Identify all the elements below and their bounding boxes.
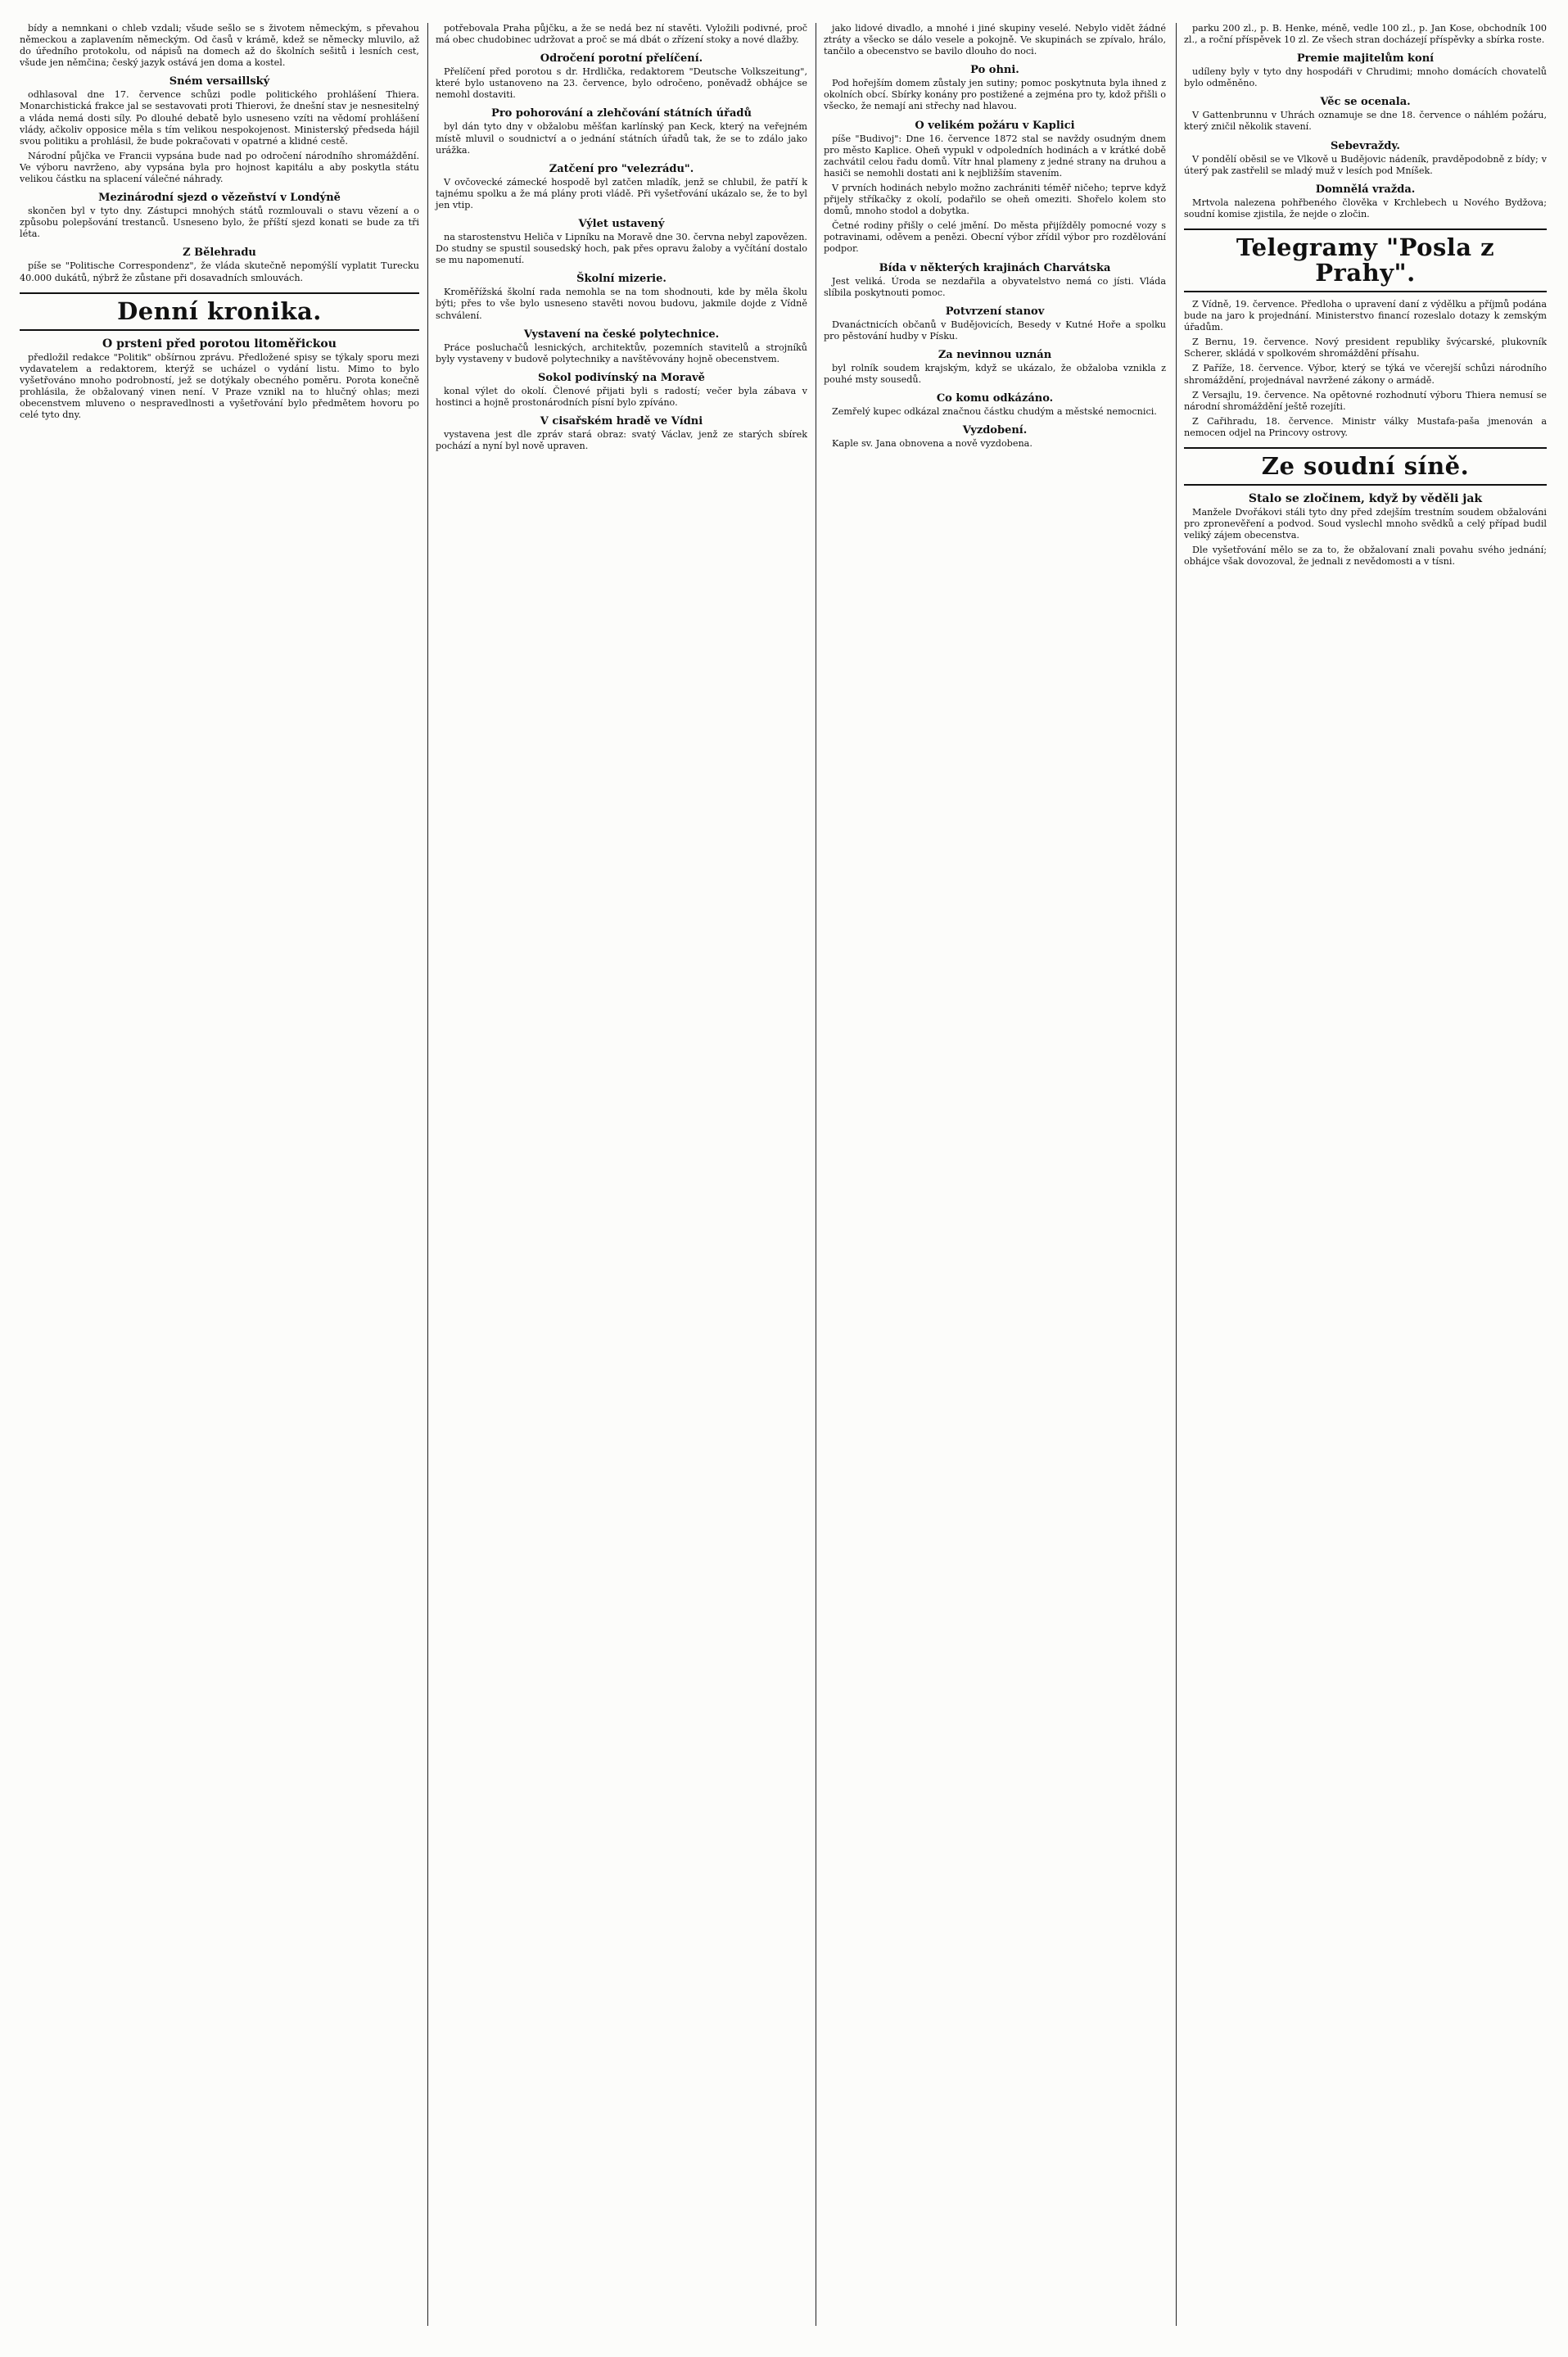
article-heading: Domnělá vražda. <box>1315 183 1416 196</box>
article-paragraph: píše se "Politische Correspondenz", že vláda skutečně nepomýšlí vyplatit Turecku 40.000 dukátů, nýbrž že zůstane při dosavadních smlouvách. <box>20 260 419 283</box>
article-paragraph: Zemřelý kupec odkázal značnou částku chudým a městské nemocnici. <box>832 406 1157 418</box>
article-paragraph: V Gattenbrunnu v Uhrách oznamuje se dne 18. července o náhlém požáru, který zničil několik stavení. <box>1184 110 1547 133</box>
article-heading: O velikém požáru v Kaplici <box>915 119 1075 132</box>
article-paragraph: odhlasoval dne 17. července schůzi podle politického prohlášení Thiera. Monarchistická frakce jal se sestavovati proti Thierovi, že dnešní stav je nesnesitelný a vláda nemá dosti síly. Po dlouhé debatě bylo usneseno vzíti na vědomí prohlášení vlády, ačkoliv opposice měla s tím velikou nespokojenost. Ministerský předseda hájil svou politiku a prohlásil, že bude pokračovati v opatrné a klidné cestě. <box>20 89 419 147</box>
article-heading: Potvrzení stanov <box>945 305 1045 318</box>
article-heading: Vystavení na české polytechnice. <box>523 328 720 341</box>
article-paragraph: bídy a nemnkani o chleb vzdali; všude sešlo se s životem německým, s převahou německou a zaplavením německým. Od časů v krámě, kdež se německy mluvilo, až do úředního protokolu, od nápisů na domech až do školních sešitů i lesních cest, všude jen němčina; český jazyk ostává jen doma a kostel. <box>20 23 419 69</box>
article-paragraph: Dle vyšetřování mělo se za to, že obžalovaní znali povahu svého jednání; obhájce však dovozoval, že jednali z nevědomosti a v tísni. <box>1184 545 1547 568</box>
column-divider <box>427 23 428 2326</box>
article-paragraph: potřebovala Praha půjčku, a že se nedá bez ní stavěti. Vyložili podivné, proč má obec chudobinec udržovat a proč se má dbát o zřízení stoky a nové dlažby. <box>436 23 807 46</box>
article-paragraph: Dvanáctnicích občanů v Budějovicích, Besedy v Kutné Hoře a spolku pro pěstování hudby v Písku. <box>824 319 1166 342</box>
article-paragraph: udíleny byly v tyto dny hospodáři v Chrudimi; mnoho domácích chovatelů bylo odměněno. <box>1184 66 1547 89</box>
article-paragraph: konal výlet do okolí. Členové přijati byli s radostí; večer byla zábava v hostinci a hojně prostonárodních písní bylo zpíváno. <box>436 385 807 408</box>
article-paragraph: parku 200 zl., p. B. Henke, méně, vedle 100 zl., p. Jan Kose, obchodník 100 zl., a roční příspěvek 10 zl. Ze všech stran docházejí příspěvky a sbírka roste. <box>1184 23 1547 46</box>
article-heading: Vyzdobení. <box>962 424 1028 437</box>
article-heading: Věc se ocenala. <box>1320 96 1411 109</box>
article-paragraph: Mrtvola nalezena pohřbeného člověka v Krchlebech u Nového Bydžova; soudní komise zjistila, že nejde o zločin. <box>1184 197 1547 219</box>
article-heading: Po ohni. <box>970 64 1019 77</box>
article-heading: Pro pohorování a zlehčování státních úřadů <box>491 107 752 120</box>
column-two <box>431 23 812 2326</box>
telegram-paragraph: Z Versajlu, 19. července. Na opětovné rozhodnutí výboru Thiera nemusí se národní shromáždění ještě rozejíti. <box>1184 389 1547 412</box>
article-paragraph: jako lidové divadlo, a mnohé i jiné skupiny veselé. Nebylo vidět žádné ztráty a všecko se dálo vesele a pokojně. Ve skupinách se zpívalo, hrálo, tančilo a obecenstvo se bavilo dlouho do noci. <box>824 23 1166 57</box>
article-paragraph: Kaple sv. Jana obnovena a nově vyzdobena. <box>832 438 1033 450</box>
article-paragraph: Národní půjčka ve Francii vypsána bude nad po odročení národního shromáždění. Ve výboru navrženo, aby vypsána byla pro hojnost kapitálu a aby poskytla státu velikou částku na splacení válečné náhrady. <box>20 150 419 185</box>
telegram-paragraph: Z Paříže, 18. července. Výbor, který se týká ve včerejší schůzi národního shromáždění, projednával navržené zákony o armádě. <box>1184 363 1547 386</box>
subsection-title: Stalo se zločinem, když by věděli jak <box>1248 491 1483 505</box>
article-heading: Výlet ustavený <box>578 218 665 231</box>
article-heading: Školní mizerie. <box>576 273 667 286</box>
article-heading: Zatčení pro "velezrádu". <box>549 162 694 175</box>
article-paragraph: vystavena jest dle zpráv stará obraz: svatý Václav, jenž ze starých sbírek pochází a nyní byl nově upraven. <box>436 428 807 452</box>
telegram-paragraph: Z Bernu, 19. července. Nový president republiky švýcarské, plukovník Scherer, skládá v spolkovém shromáždění přísahu. <box>1184 337 1547 360</box>
article-paragraph: předložil redakce "Politik" obšírnou zprávu. Předložené spisy se týkaly sporu mezi vydavatelem a redaktorem, kterýž se ucházel o vydání listu. Mimo to bylo vyšetřováno mnoho podrobností, jež se dotýkaly obecného poměru. Porota konečně prohlásila, že obžalovaný vinen není. V Praze vznikl na to hlučný ohlas; mezi obecenstvem mluveno o nespravedlnosti a vyšetřování bylo předmětem hovoru po celé tyto dny. <box>20 351 419 421</box>
article-heading: Premie majitelům koní <box>1296 52 1435 66</box>
section-title: Denní kronika. <box>20 292 419 331</box>
article-paragraph: Přelíčení před porotou s dr. Hrdlička, redaktorem "Deutsche Volkszeitung", které bylo ustanoveno na 23. července, bylo odročeno, poněvadž obhájce se nemohl dostaviti. <box>436 66 807 101</box>
article-heading: Co komu odkázáno. <box>936 392 1054 405</box>
article-heading: Za nevinnou uznán <box>938 348 1052 361</box>
article-heading: Mezinárodní sjezd o vězeňství v Londýně <box>98 192 341 205</box>
column-divider <box>1176 23 1177 2326</box>
article-heading: Odročení porotní přelíčení. <box>540 52 703 66</box>
article-paragraph: na starostenstvu Heliča v Lipníku na Moravě dne 30. června nebyl zapovězen. Do studny se spustil sousedský hoch, pak přes opravu žaloby a vyčítání dostalo se mu napomenutí. <box>436 232 807 266</box>
article-paragraph: V pondělí oběsil se ve Vlkově u Budějovic nádeník, pravděpodobně z bídy; v úterý pak zastřelil se mladý muž v lesích pod Mníšek. <box>1184 153 1547 176</box>
column-three <box>819 23 1171 2326</box>
article-paragraph: byl dán tyto dny v obžalobu měšťan karlínský pan Keck, který na veřejném místě mluvil o soudnictví a o jednání státních úřadů tak, že se to zdálo jako urážka. <box>436 121 807 156</box>
section-title: Ze soudní síně. <box>1184 447 1547 486</box>
article-paragraph: Manžele Dvořákovi stáli tyto dny před zdejším trestním soudem obžalováni pro zpronevěření a podvod. Soud vyslechl mnoho svědků a celý případ budil veliký zájem obecenstva. <box>1184 506 1547 541</box>
article-paragraph: byl rolník soudem krajským, když se ukázalo, že obžaloba vznikla z pouhé msty sousedů. <box>824 362 1166 385</box>
article-heading: V cisařském hradě ve Vídni <box>540 414 703 428</box>
article-paragraph: Četné rodiny přišly o celé jmění. Do města přijížděly pomocné vozy s potravinami, oděvem a penězi. Obecní výbor zřídil výbor pro rozdělování podpor. <box>824 220 1166 255</box>
column-one <box>15 23 424 2326</box>
article-paragraph: Práce posluchačů lesnických, architektův, pozemních stavitelů a strojníků byly vystaveny v budově polytechniky a navštěvovány hojně obecenstvem. <box>436 342 807 364</box>
telegram-paragraph: Z Cařihradu, 18. července. Ministr války Mustafa-paša jmenován a nemocen odjel na Princovy ostrovy. <box>1184 415 1547 438</box>
section-title: Telegramy "Posla z Prahy". <box>1184 228 1547 292</box>
subsection-title: O prsteni před porotou litoměřickou <box>102 337 337 351</box>
article-heading: Sokol podivínský na Moravě <box>538 371 705 384</box>
article-heading: Bída v některých krajinách Charvátska <box>879 261 1111 274</box>
article-paragraph: V ovčovecké zámecké hospodě byl zatčen mladík, jenž se chlubil, že patří k tajnému spolku a že má plány proti vládě. Při vyšetřování ukázalo se, že to byl jen vtip. <box>436 176 807 210</box>
column-four <box>1179 23 1552 2326</box>
article-heading: Sebevraždy. <box>1331 139 1400 152</box>
article-paragraph: píše "Budivoj": Dne 16. července 1872 stal se navždy osudným dnem pro město Kaplice. Oheň vypukl v odpoledních hodinách a v krátké době zachvátil celou řadu domů. Vítr hnal plameny z jedné strany na druhou a hasiči se nemohli dostati ani k nejbližším stavením. <box>824 133 1166 179</box>
article-paragraph: skončen byl v tyto dny. Zástupci mnohých států rozmlouvali o stavu vězení a o způsobu polepšování trestanců. Usneseno bylo, že příští sjezd konati se bude za tři léta. <box>20 206 419 240</box>
telegram-paragraph: Z Vídně, 19. července. Předloha o upravení daní z výdělku a příjmů podána bude na jaro k projednání. Ministerstvo financí rozeslalo dotazy k zemským úřadům. <box>1184 298 1547 333</box>
article-heading: Z Bělehradu <box>183 247 256 260</box>
article-paragraph: V prvních hodinách nebylo možno zachrániti téměř ničeho; teprve když přijely stříkačky z okolí, podařilo se oheň omeziti. Shořelo kolem sto domů, mnoho stodol a dobytka. <box>824 182 1166 217</box>
article-paragraph: Kroměřížská školní rada nemohla se na tom shodnouti, kde by měla školu býti; přes to vše bylo usneseno stavěti novou budovu, jakmile dojde z Vídně schválení. <box>436 287 807 321</box>
article-paragraph: Jest veliká. Úroda se nezdařila a obyvatelstvo nemá co jísti. Vláda slíbila poskytnouti pomoc. <box>824 275 1166 298</box>
article-heading: Sném versaillský <box>169 75 270 88</box>
article-paragraph: Pod hořejším domem zůstaly jen sutiny; pomoc poskytnuta byla ihned z okolních obcí. Sbírky konány pro postižené a zejména pro ty, kdož přišli o všecko, že nemají ani střechy nad hlavou. <box>824 78 1166 112</box>
